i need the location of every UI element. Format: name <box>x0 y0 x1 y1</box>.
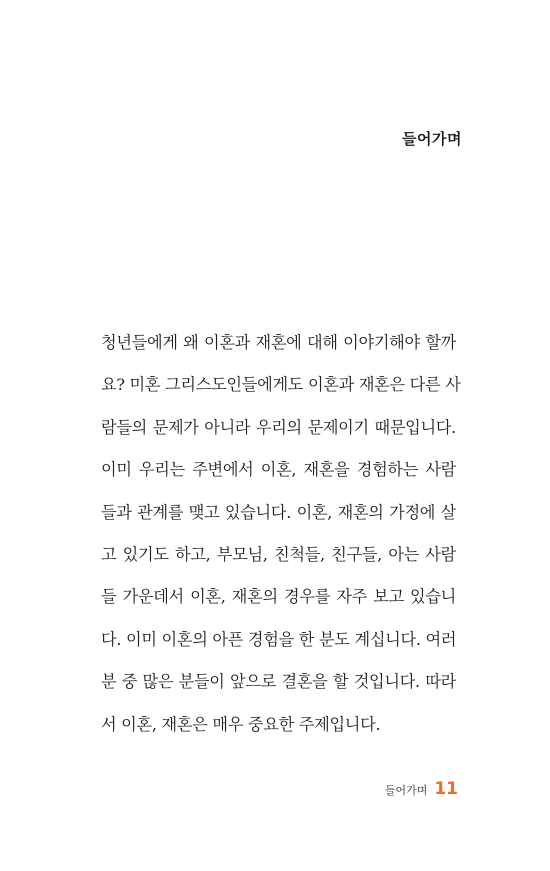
body-line: 요? 미혼 그리스도인들에게도 이혼과 재혼은 다른 사 <box>101 375 461 395</box>
body-line: 청년들에게 왜 이혼과 재혼에 대해 이야기해야 할까 <box>101 333 456 352</box>
body-line: 들과 관계를 맺고 있습니다. 이혼, 재혼의 가정에 살 <box>101 502 456 522</box>
body-line: 람들의 문제가 아니라 우리의 문제이기 때문입니다. <box>101 417 456 437</box>
body-text <box>101 322 461 746</box>
page-number: 11 <box>434 779 458 799</box>
body-line: 다. 이미 이혼의 아픈 경험을 한 분도 계십니다. 여러 <box>101 629 457 649</box>
running-title: 들어가며 <box>384 784 428 797</box>
body-line: 이미 우리는 주변에서 이혼, 재혼을 경험하는 사람 <box>101 460 456 480</box>
body-line: 분 중 많은 분들이 앞으로 결혼을 할 것입니다. 따라 <box>101 672 456 692</box>
chapter-title: 들어가며 <box>402 130 462 148</box>
body-line: 들 가운데서 이혼, 재혼의 경우를 자주 보고 있습니 <box>101 587 456 607</box>
page-footer <box>385 779 458 799</box>
body-line: 고 있기도 하고, 부모님, 친척들, 친구들, 아는 사람 <box>101 544 456 564</box>
body-line-last: 서 이혼, 재혼은 매우 중요한 주제입니다. <box>101 714 381 734</box>
